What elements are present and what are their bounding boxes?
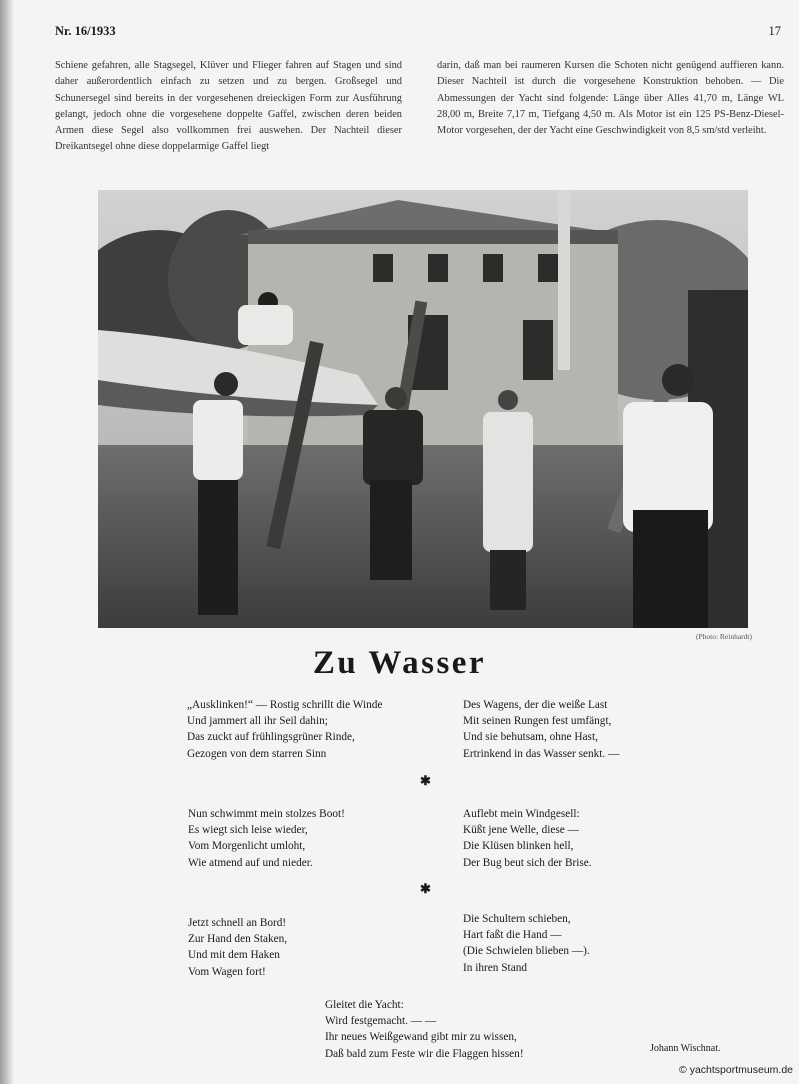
stanza-1-right	[463, 697, 619, 762]
photo-credit: (Photo: Reinhardt)	[695, 632, 752, 641]
verse-line: (Die Schwielen blieben —).	[463, 945, 590, 958]
verse-line: Vom Morgenlicht umloht,	[188, 840, 306, 853]
article-text-right: darin, daß man bei raumeren Kursen die Schoten nicht genügend auffieren kann. Dieser Nachteil ist durch die vorgesehene Konstruktion behoben. — Die Abmessungen der Yacht sind folgende: Länge über Alles 41,70 m, Länge WL 28,00 m, Breite 7,17 m, Tiefgang 4,50 m. Als Motor ist ein 125 PS-Benz-Diesel-Motor vorgesehen, der der Yacht eine Geschwindigkeit von 8,5 sm/std verleiht.	[437, 60, 784, 137]
verse-line: Und sie behutsam, ohne Hast,	[463, 731, 598, 744]
verse-line: Es wiegt sich leise wieder,	[188, 824, 308, 837]
watermark: © yachtsportmuseum.de	[679, 1064, 793, 1076]
verse-line: „Ausklinken!“ — Rostig schrillt die Winde	[187, 699, 383, 711]
verse-line: Ertrinkend in das Wasser senkt. —	[463, 747, 620, 760]
boat-launch-photo	[98, 190, 748, 628]
verse-line: Die Klüsen blinken hell,	[463, 840, 574, 853]
stanza-3-left	[188, 915, 287, 980]
verse-line: Und mit dem Haken	[188, 949, 280, 962]
verse-line: Und jammert all ihr Seil dahin;	[187, 715, 328, 728]
verse-line: Küßt jene Welle, diese —	[463, 824, 579, 837]
poem-author: Johann Wischnat.	[650, 1043, 721, 1054]
verse-line: Ihr neues Weißgewand gibt mir zu wissen,	[325, 1031, 517, 1044]
stanza-2-left	[188, 806, 345, 871]
verse-line: Hart faßt die Hand —	[463, 929, 562, 942]
verse-line: Das zuckt auf frühlingsgrüner Rinde,	[187, 731, 355, 744]
issue-number: Nr. 16/1933	[55, 24, 116, 38]
stanza-3-right	[463, 911, 590, 976]
article-text-left: Schiene gefahren, alle Stagsegel, Klüver und Flieger fahren auf Stagen und sind daher außerordentlich einfach zu setzen und zu bergen. Großsegel und Schunersegel sind bereits in der vorgesehenen dreieckigen Form zur Ausführung gelangt, jedoch ohne die vorgesehene doppelte Gaffel, zwischen deren beiden Armen diese Segel also vollkommen frei auswehen. Der Nachteil dieser Dreikantsegel ohne diese doppelarmige Gaffel liegt	[55, 60, 402, 153]
page-number: 17	[768, 24, 781, 38]
separator-star: ✱	[420, 773, 431, 788]
verse-line: Der Bug beut sich der Brise.	[463, 856, 592, 869]
verse-line: Jetzt schnell an Bord!	[188, 917, 287, 929]
verse-line: Gezogen von dem starren Sinn	[187, 747, 327, 760]
verse-line: In ihren Stand	[463, 961, 528, 974]
verse-line: Daß bald zum Feste wir die Flaggen hissen!	[325, 1047, 524, 1060]
verse-line: Zur Hand den Staken,	[188, 933, 288, 946]
stanza-2-right	[463, 806, 592, 871]
verse-line: Mit seinen Rungen fest umfängt,	[463, 715, 612, 728]
verse-line: Die Schultern schieben,	[463, 913, 571, 925]
final-stanza	[325, 997, 524, 1062]
verse-line: Wird festgemacht. — —	[325, 1015, 437, 1028]
verse-line: Vom Wagen fort!	[188, 965, 266, 978]
verse-line: Wie atmend auf und nieder.	[188, 856, 313, 869]
verse-line: Des Wagens, der die weiße Last	[463, 699, 608, 711]
verse-line: Gleitet die Yacht:	[325, 999, 404, 1011]
separator-star: ✱	[420, 881, 431, 896]
verse-line: Nun schwimmt mein stolzes Boot!	[188, 808, 345, 820]
poem-title: Zu Wasser	[312, 645, 487, 681]
stanza-1-left	[187, 697, 382, 762]
verse-line: Auflebt mein Windgesell:	[463, 808, 580, 820]
page-binding-shadow	[0, 0, 14, 1084]
